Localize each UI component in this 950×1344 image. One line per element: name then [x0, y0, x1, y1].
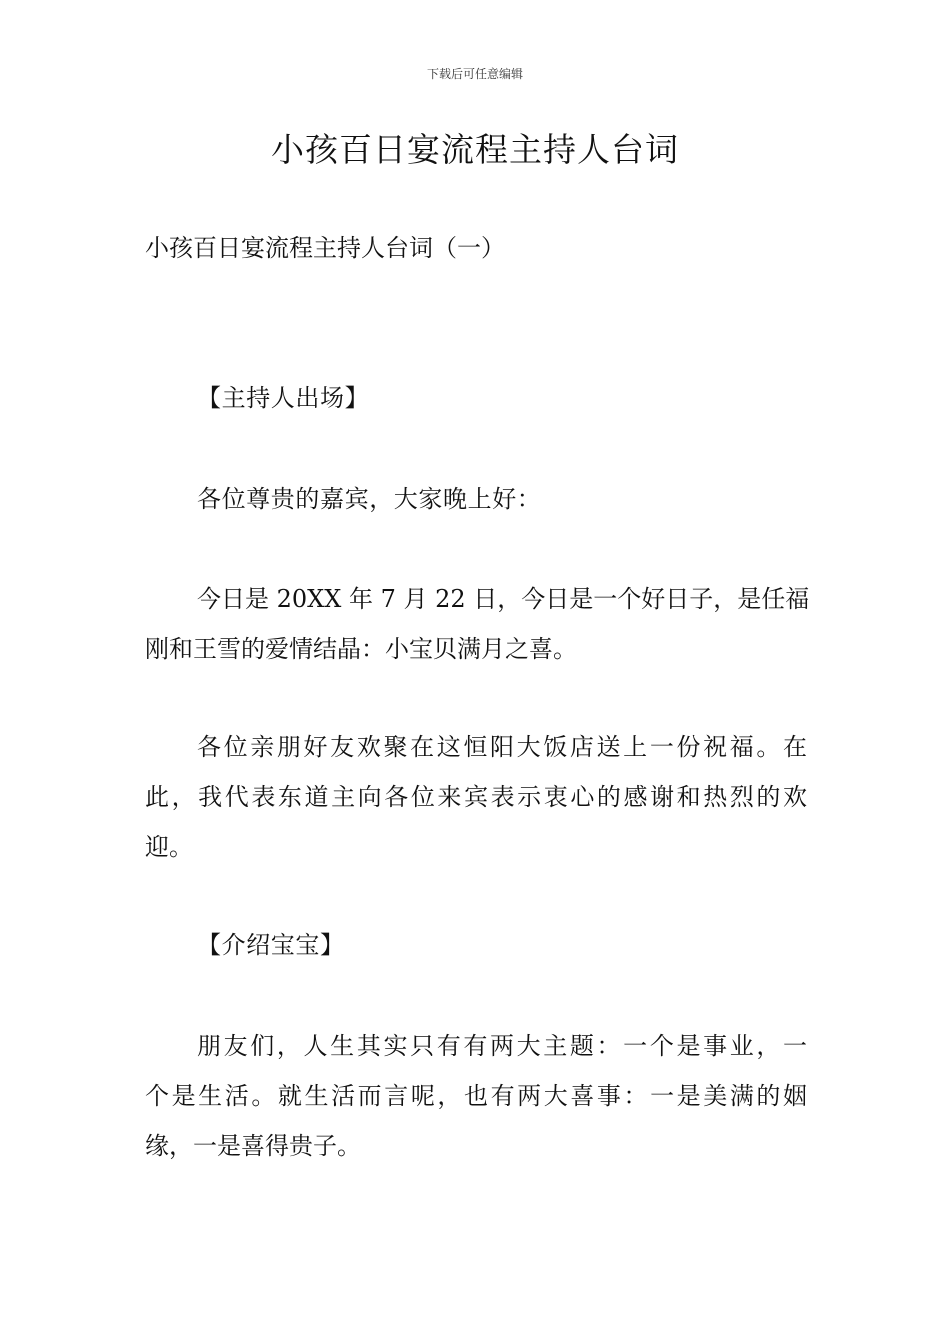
- paragraph-line: 此，我代表东道主向各位来宾表示衷心的感谢和热烈的欢: [145, 783, 807, 811]
- paragraph-line: 今日是 20XX 年 7 月 22 日，今日是一个好日子，是任福: [197, 585, 810, 613]
- paragraph-line: 缘，一是喜得贵子。: [145, 1132, 361, 1160]
- paragraph-line: 朋友们，人生其实只有有两大主题：一个是事业，一: [197, 1032, 807, 1060]
- header-note: 下载后可任意编辑: [426, 67, 523, 81]
- paragraph-line: 个是生活。就生活而言呢，也有两大喜事：一是美满的姻: [145, 1082, 807, 1110]
- document-title: 小孩百日宴流程主持人台词: [271, 130, 679, 169]
- paragraph-welcome: [145, 729, 807, 865]
- paragraph-line: 迎。: [145, 833, 193, 861]
- paragraph-line: 各位亲朋好友欢聚在这恒阳大饭店送上一份祝福。在: [197, 733, 807, 761]
- section-heading-host: 【主持人出场】: [197, 384, 370, 412]
- section-heading-baby: 【介绍宝宝】: [197, 931, 345, 959]
- paragraph-life: [145, 1028, 807, 1164]
- document-subtitle: 小孩百日宴流程主持人台词（一）: [145, 234, 505, 262]
- paragraph-line: 刚和王雪的爱情结晶：小宝贝满月之喜。: [145, 635, 577, 663]
- paragraph-greeting: 各位尊贵的嘉宾，大家晚上好：: [197, 485, 542, 513]
- paragraph-date: [145, 581, 810, 667]
